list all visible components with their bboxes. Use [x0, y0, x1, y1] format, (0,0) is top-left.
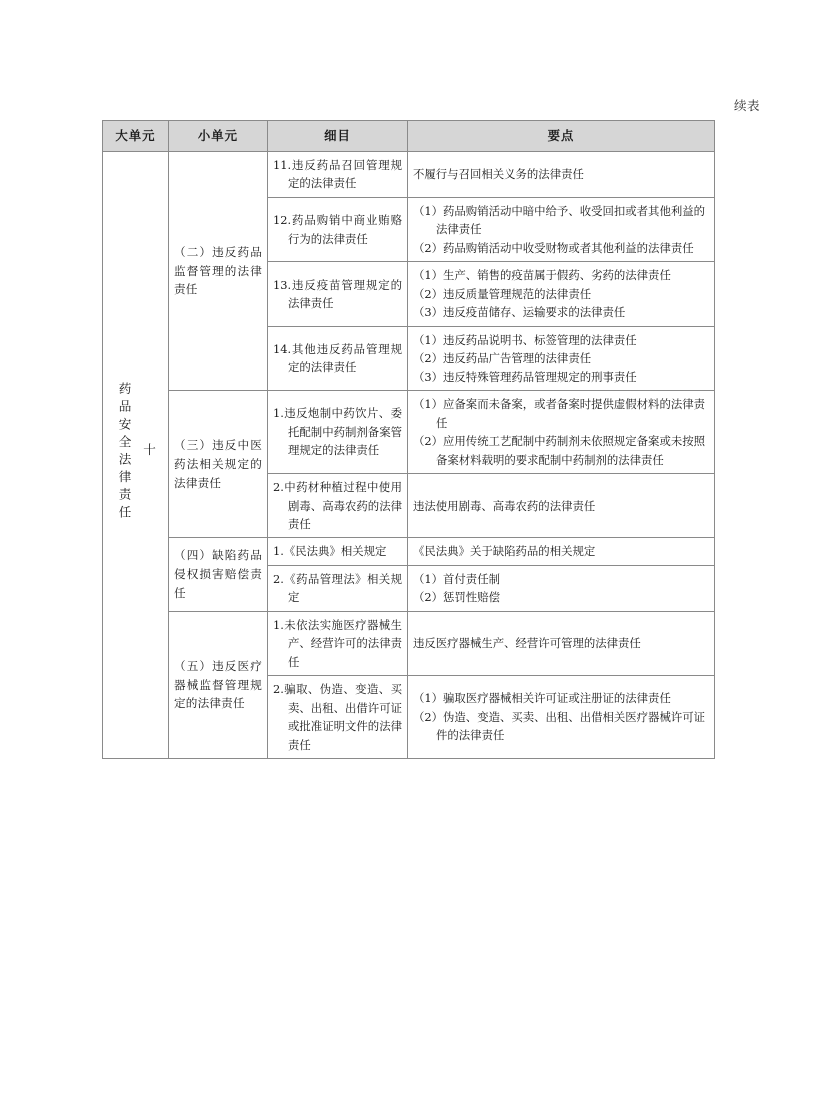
point-item: 违法使用剧毒、高毒农药的法律责任 — [413, 498, 596, 513]
cell-detail: 14.其他违反药品管理规定的法律责任 — [268, 326, 408, 390]
cell-detail: 1.《民法典》相关规定 — [268, 538, 408, 565]
table-row — [103, 391, 715, 474]
cell-points — [408, 611, 715, 675]
cell-points — [408, 326, 715, 390]
point-item: （1）骗取医疗器械相关许可证或注册证的法律责任 — [413, 691, 671, 706]
point-item: （1）违反药品说明书、标签管理的法律责任 — [413, 332, 637, 347]
point-item: （2）伪造、变造、买卖、出租、出借相关医疗器械许可证件的法律责任 — [413, 709, 706, 743]
point-item: （1）应备案而未备案，或者备案时提供虚假材料的法律责任 — [413, 397, 706, 430]
cell-detail: 1.未依法实施医疗器械生产、经营许可的法律责任 — [268, 611, 408, 675]
point-item: （3）违反疫苗储存、运输要求的法律责任 — [413, 305, 626, 320]
point-item: （2）违反质量管理规范的法律责任 — [413, 286, 592, 301]
point-item: （1）药品购销活动中暗中给予、收受回扣或者其他利益的法律责任 — [413, 203, 706, 237]
point-item: （2）药品购销活动中收受财物或者其他利益的法律责任 — [413, 240, 694, 255]
cell-points — [408, 565, 715, 611]
point-item: （2）惩罚性赔偿 — [413, 590, 500, 605]
cell-points — [408, 391, 715, 474]
cell-detail: 13.违反疫苗管理规定的法律责任 — [268, 262, 408, 326]
cell-small-unit: （三）违反中医药法相关规定的法律责任 — [169, 391, 268, 538]
cell-detail: 2.骗取、伪造、变造、买卖、出租、出借许可证或批准证明文件的法律责任 — [268, 676, 408, 759]
cell-points — [408, 152, 715, 198]
point-item: （1）生产、销售的疫苗属于假药、劣药的法律责任 — [413, 268, 671, 283]
cell-points — [408, 538, 715, 565]
point-item: 《民法典》关于缺陷药品的相关规定 — [413, 544, 596, 559]
point-item: （2）应用传统工艺配制中药制剂未依照规定备案或未按照备案材料载明的要求配制中药制剂的法律责任 — [413, 434, 706, 467]
column-header-detail: 细目 — [268, 121, 408, 152]
table-header-row — [103, 121, 715, 152]
cell-detail: 2.中药材种植过程中使用剧毒、高毒农药的法律责任 — [268, 474, 408, 538]
table-body — [103, 152, 715, 759]
big-unit-label: 十 药品安全法律责任 — [116, 381, 157, 523]
cell-points — [408, 474, 715, 538]
continuation-table-label: 续表 — [733, 98, 760, 113]
syllabus-table — [102, 120, 715, 759]
cell-points — [408, 197, 715, 261]
point-item: 不履行与召回相关义务的法律责任 — [413, 167, 584, 182]
cell-small-unit: （二）违反药品监督管理的法律责任 — [169, 152, 268, 391]
cell-detail: 12.药品购销中商业贿赂行为的法律责任 — [268, 197, 408, 261]
cell-small-unit: （五）违反医疗器械监督管理规定的法律责任 — [169, 611, 268, 758]
table-row — [103, 152, 715, 198]
point-item: （2）违反药品广告管理的法律责任 — [413, 351, 592, 366]
cell-detail: 11.违反药品召回管理规定的法律责任 — [268, 152, 408, 198]
cell-points — [408, 262, 715, 326]
column-header-points: 要点 — [408, 121, 715, 152]
point-item: （3）违反特殊管理药品管理规定的刑事责任 — [413, 369, 637, 384]
column-header-big-unit: 大单元 — [103, 121, 169, 152]
cell-points — [408, 676, 715, 759]
cell-small-unit: （四）缺陷药品侵权损害赔偿责任 — [169, 538, 268, 611]
cell-big-unit — [103, 152, 169, 759]
cell-detail: 2.《药品管理法》相关规定 — [268, 565, 408, 611]
point-item: （1）首付责任制 — [413, 571, 500, 586]
point-item: 违反医疗器械生产、经营许可管理的法律责任 — [413, 636, 641, 651]
cell-detail: 1.违反炮制中药饮片、委托配制中药制剂备案管理规定的法律责任 — [268, 391, 408, 474]
syllabus-table-container — [102, 120, 714, 759]
table-row — [103, 611, 715, 675]
column-header-small-unit: 小单元 — [169, 121, 268, 152]
table-row — [103, 538, 715, 565]
